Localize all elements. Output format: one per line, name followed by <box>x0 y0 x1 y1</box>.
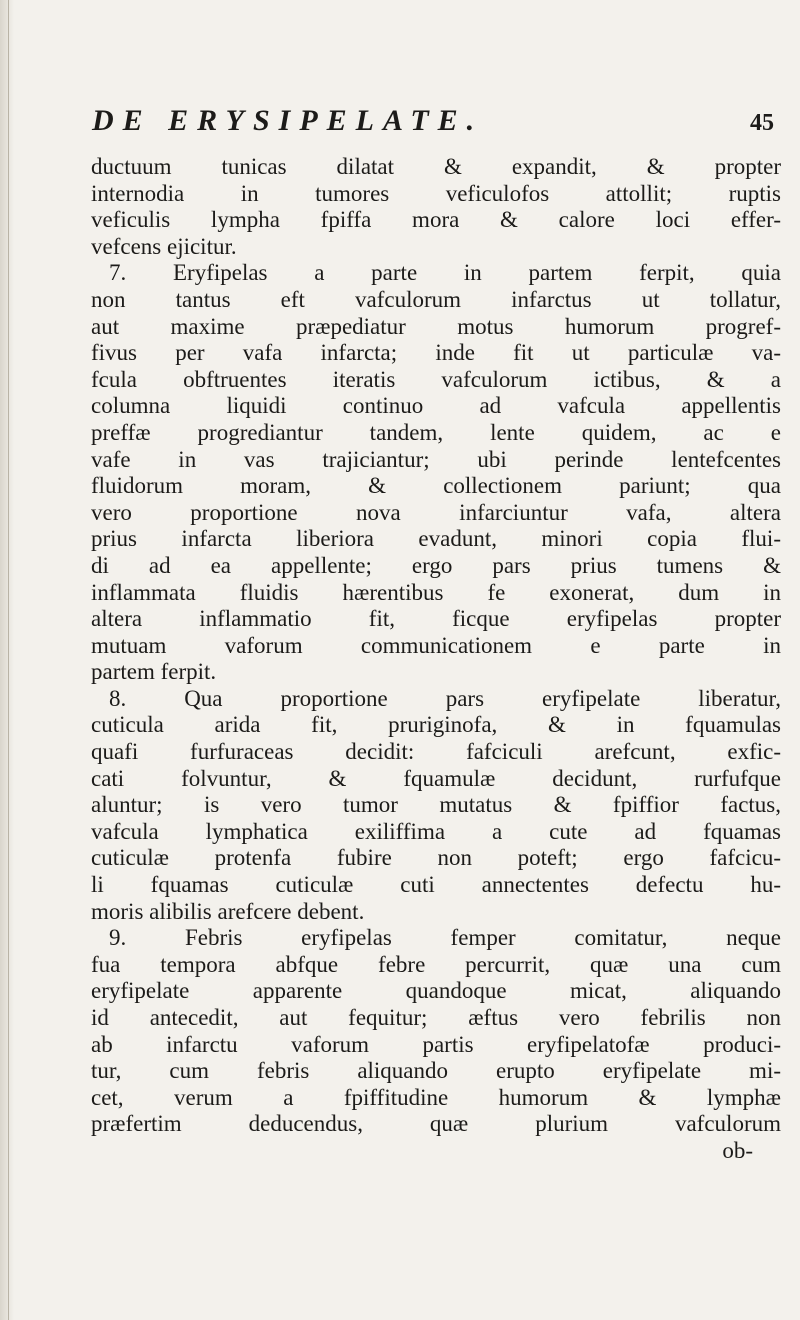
text-line: fluidorum moram, & collectionem pariunt; qua <box>91 473 781 499</box>
text-line: vafcula lymphatica exiliffima a cute ad fquamas <box>91 818 781 844</box>
text-line: inflammata fluidis hærentibus fe exonerat, dum in <box>91 579 781 605</box>
page-edge-line <box>8 0 9 1320</box>
text-line: cati folvuntur, & fquamulæ decidunt, rurfufque <box>91 765 781 791</box>
text-line: tur, cum febris aliquando erupto eryfipelate mi- <box>91 1058 781 1084</box>
text-line: internodia in tumores veficulofos attollit; ruptis <box>91 180 781 206</box>
text-line: ab infarctu vaforum partis eryfipelatofæ produci- <box>91 1031 781 1057</box>
paragraph-8-start: 8. Qua proportione pars eryfipelate liberatur, <box>109 685 781 711</box>
text-line: veficulis lympha fpiffa mora & calore loci effer- <box>91 207 781 233</box>
text-line: fua tempora abfque febre percurrit, quæ una cum <box>91 951 781 977</box>
text-line: aut maxime præpediatur motus humorum progref- <box>91 313 781 339</box>
catchword: ob- <box>722 1137 753 1163</box>
text-line: id antecedit, aut fequitur; æftus vero febrilis non <box>91 1005 781 1030</box>
body-text <box>91 154 781 1165</box>
text-line: non tantus eft vafculorum infarctus ut tollatur, <box>91 286 781 312</box>
page-gutter-shadow <box>0 0 14 1320</box>
text-line: cuticula arida fit, pruriginofa, & in fquamulas <box>91 712 781 738</box>
text-line: eryfipelate apparente quandoque micat, aliquando <box>91 978 781 1004</box>
text-line: vafe in vas trajiciantur; ubi perinde lentefcentes <box>91 446 781 472</box>
text-line: vefcens ejicitur. <box>91 233 237 259</box>
text-line: cet, verum a fpiffitudine humorum & lymphæ <box>91 1084 781 1110</box>
text-line: ductuum tunicas dilatat & expandit, & propter <box>91 154 781 179</box>
text-line: altera inflammatio fit, ficque eryfipelas propter <box>91 606 781 632</box>
paragraph-9-start: 9. Febris eryfipelas femper comitatur, neque <box>109 925 781 951</box>
text-line: di ad ea appellente; ergo pars prius tumens & <box>91 552 781 578</box>
text-line: cuticulæ protenfa fubire non poteft; ergo fafcicu- <box>91 845 781 871</box>
text-line: quafi furfuraceas decidit: fafciculi arefcunt, exfic- <box>91 739 781 765</box>
page-number: 45 <box>750 110 774 136</box>
text-line: fivus per vafa infarcta; inde fit ut particulæ va- <box>91 340 781 366</box>
text-line: præfertim deducendus, quæ plurium vafculorum <box>91 1111 781 1137</box>
text-line: vero proportione nova infarciuntur vafa, altera <box>91 499 781 525</box>
text-line: aluntur; is vero tumor mutatus & fpiffior factus, <box>91 792 781 818</box>
text-line: li fquamas cuticulæ cuti annectentes defectu hu- <box>91 872 781 898</box>
text-line: partem ferpit. <box>91 659 217 685</box>
running-title: DE ERYSIPELATE. <box>92 104 484 137</box>
text-line: columna liquidi continuo ad vafcula appellentis <box>91 393 781 419</box>
text-line: prius infarcta liberiora evadunt, minori copia flui- <box>91 526 781 552</box>
text-line: moris alibilis arefcere debent. <box>91 898 365 924</box>
text-line: preffæ progrediantur tandem, lente quidem, ac e <box>91 419 781 445</box>
paragraph-7-start: 7. Eryfipelas a parte in partem ferpit, quia <box>109 260 781 286</box>
text-line: fcula obftruentes iteratis vafculorum ictibus, & a <box>91 366 781 392</box>
running-head <box>92 104 782 144</box>
text-line: mutuam vaforum communicationem e parte in <box>91 632 781 658</box>
